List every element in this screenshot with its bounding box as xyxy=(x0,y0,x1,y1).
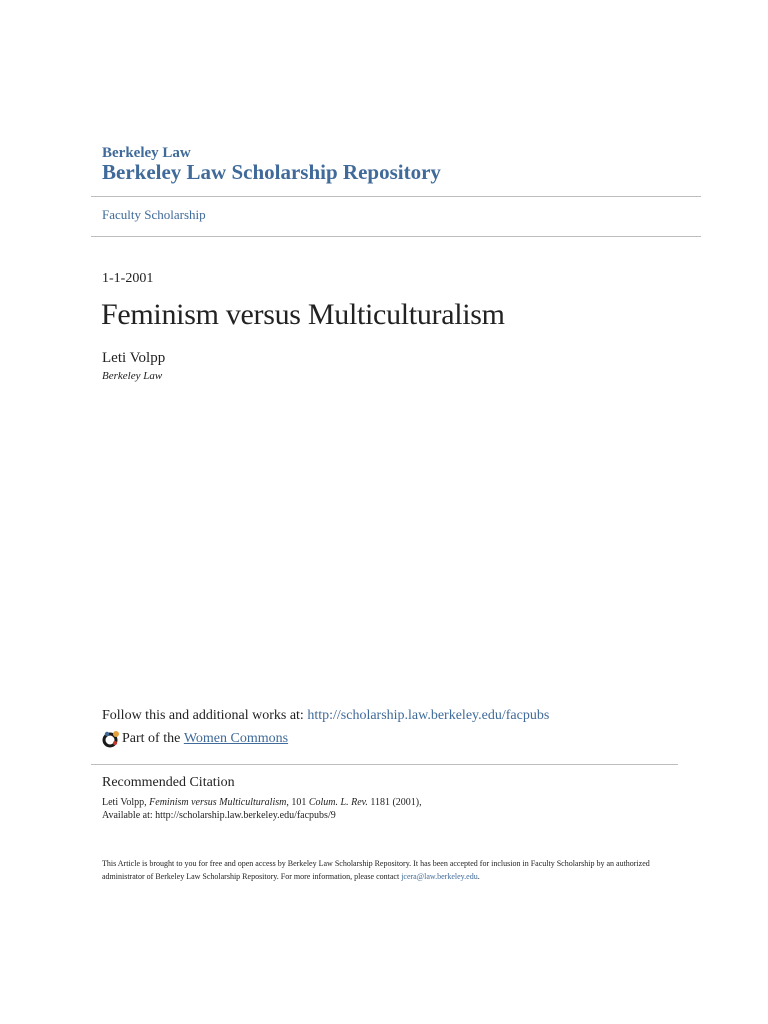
facpubs-link[interactable]: http://scholarship.law.berkeley.edu/facpubs xyxy=(307,708,550,723)
network-commons-icon xyxy=(102,730,120,748)
women-commons-link[interactable]: Women Commons xyxy=(183,731,289,746)
recommended-citation-heading: Recommended Citation xyxy=(102,775,235,790)
article-title: Feminism versus Multiculturalism xyxy=(101,298,505,331)
part-of-line xyxy=(102,730,288,748)
citation-title: Feminism versus Multiculturalism xyxy=(149,797,287,808)
citation-pages: 1181 (2001), xyxy=(367,797,422,808)
citation-author: Leti Volpp, xyxy=(102,797,150,808)
citation-line-1 xyxy=(102,796,422,809)
footer-end: . xyxy=(477,872,480,881)
part-of-prefix: Part of the xyxy=(122,731,181,746)
org-name[interactable]: Berkeley Law xyxy=(102,145,191,161)
contact-email-link[interactable]: jcera@law.berkeley.edu xyxy=(401,872,478,881)
follow-prefix: Follow this and additional works at: xyxy=(102,708,308,723)
author-affiliation: Berkeley Law xyxy=(102,370,163,382)
repository-name[interactable]: Berkeley Law Scholarship Repository xyxy=(102,160,441,184)
article-date: 1-1-2001 xyxy=(102,271,154,286)
divider-citation xyxy=(91,764,678,765)
divider-collection xyxy=(91,236,701,237)
citation-line-2: Available at: http://scholarship.law.berkeley.edu/facpubs/9 xyxy=(102,810,336,821)
footer-note xyxy=(102,857,662,883)
footer-text: This Article is brought to you for free and open access by Berkeley Law Scholarship Repository. It has been accepted for inclusion in Faculty Scholarship by an authorized administrator of Berkeley Law Scholarship Repository. For more information, please contact xyxy=(102,859,650,881)
follow-line xyxy=(102,708,549,724)
citation-journal: Colum. L. Rev. xyxy=(308,797,368,808)
citation-volume: , 101 xyxy=(286,797,309,808)
collection-link[interactable]: Faculty Scholarship xyxy=(102,207,206,222)
citation-text xyxy=(102,796,422,822)
article-author: Leti Volpp xyxy=(102,350,166,366)
divider-top xyxy=(91,196,701,197)
